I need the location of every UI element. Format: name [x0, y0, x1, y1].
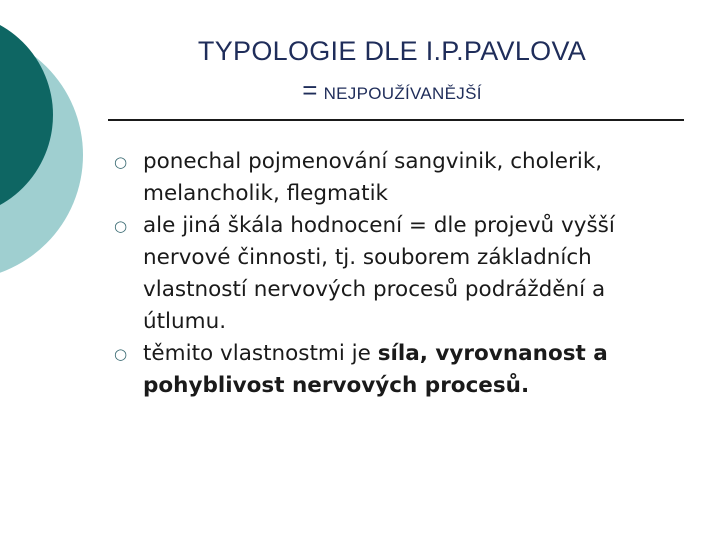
decorative-circles: [0, 0, 110, 300]
title-equals-sign: =: [302, 75, 318, 105]
bullet-text-1: ponechal pojmenování sangvinik, cholerik, melancholik, flegmatik: [143, 149, 603, 206]
bullet-text-2: ale jiná škála hodnocení = dle projevů vyšší nervové činnosti, tj. souborem základních vlastností nervových procesů podráždění a útlumu.: [143, 213, 615, 334]
slide-title: [112, 34, 672, 108]
hollow-circle-icon: ○: [114, 153, 128, 171]
bullet-text-3-regular: těmito vlastnostmi je: [143, 341, 378, 366]
bullet-list: [114, 146, 684, 402]
title-divider: [108, 119, 684, 121]
bullet-text-3-bold: síla, vyrovnanost a pohyblivost nervových procesů.: [143, 341, 608, 398]
hollow-circle-icon: ○: [114, 345, 128, 363]
bullet-item-1: [114, 146, 684, 210]
title-line-2-text: NEJPOUŽÍVANĚJŠÍ: [323, 84, 482, 103]
bullet-item-3: [114, 338, 684, 402]
title-line-1: TYPOLOGIE DLE I.P.PAVLOVA: [197, 36, 587, 66]
title-line-2: [112, 76, 672, 108]
bullet-item-2: [114, 210, 684, 338]
hollow-circle-icon: ○: [114, 217, 128, 235]
